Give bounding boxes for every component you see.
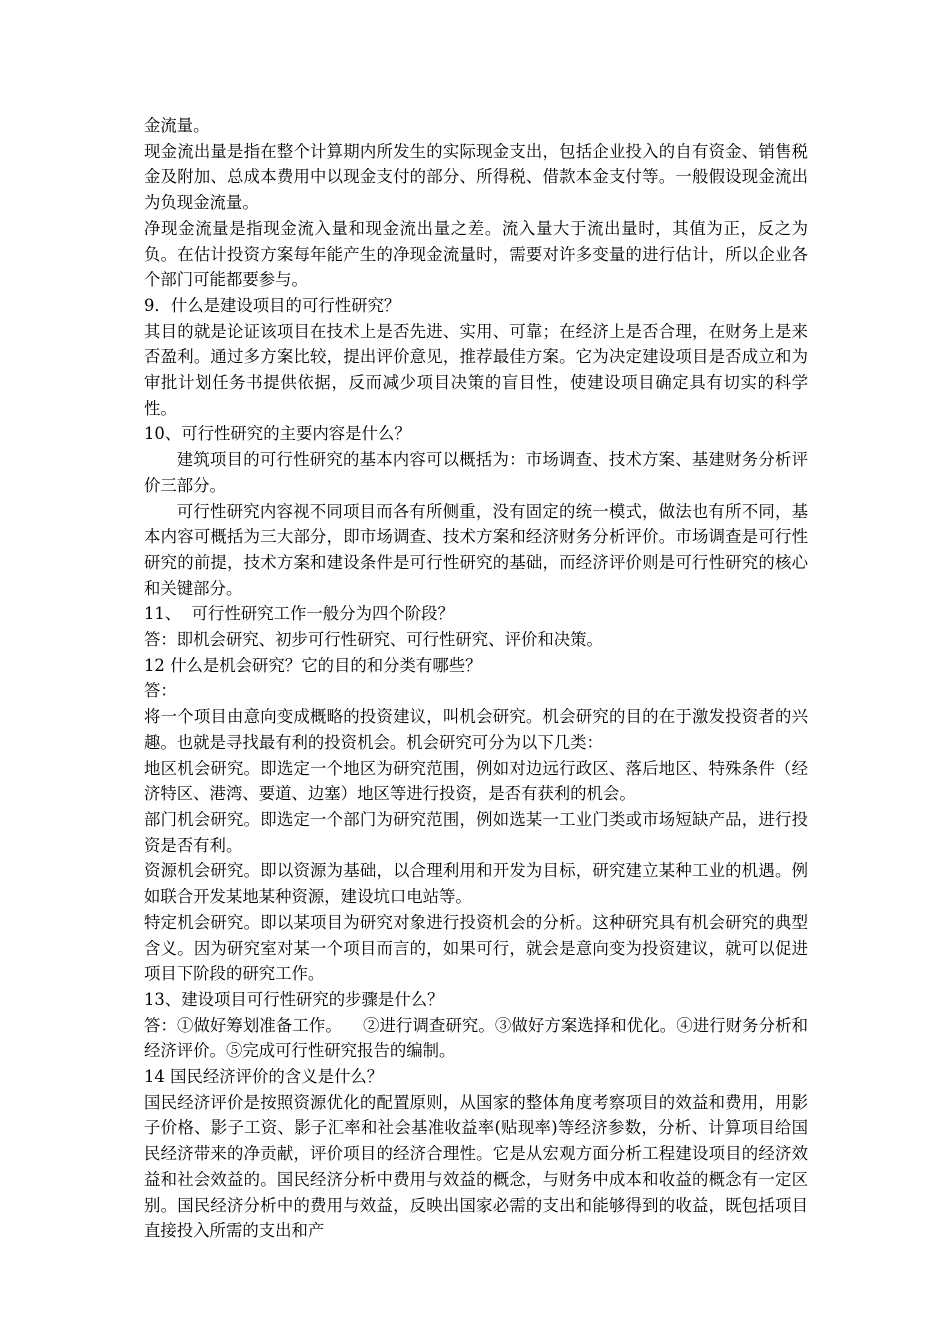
paragraph-cash-outflow: 现金流出量是指在整个计算期内所发生的实际现金支出，包括企业投入的自有资金、销售税金及附加、总成本费用中以现金支付的部分、所得税、借款本金支付等。一般假设现金流出为负现金流量。 (144, 141, 808, 213)
question-11-heading: 11、 可行性研究工作一般分为四个阶段？ (144, 604, 454, 624)
answer-10-part-1: 建筑项目的可行性研究的基本内容可以概括为：市场调查、技术方案、基建财务分析评价三部分。 (144, 450, 808, 495)
answer-10-part-2: 可行性研究内容视不同项目而各有所侧重，没有固定的统一模式，做法也有所不同，基本内容可概括为三大部分，即市场调查、技术方案和经济财务分析评价。市场调查是可行性研究的前提，技术方案和建设条件是可行性研究的基础，而经济评价则是可行性研究的核心和关键部分。 (144, 501, 808, 598)
question-12-heading: 12 什么是机会研究？它的目的和分类有哪些？ (144, 655, 482, 675)
answer-12-sector: 部门机会研究。即选定一个部门为研究范围，例如选某一工业门类或市场短缺产品，进行投资是否有利。 (144, 809, 808, 855)
paragraph-cash-flow-tail: 金流量。 (144, 116, 210, 135)
answer-12-intro: 将一个项目由意向变成概略的投资建议，叫机会研究。机会研究的目的在于激发投资者的兴趣。也就是寻找最有利的投资机会。机会研究可分为以下几类： (144, 707, 808, 752)
question-13-heading: 13、建设项目可行性研究的步骤是什么？ (144, 989, 444, 1009)
answer-12-regional: 地区机会研究。即选定一个地区为研究范围，例如对边远行政区、落后地区、特殊条件（经济特区、港湾、要道、边塞）地区等进行投资，是否有获利的机会。 (144, 758, 808, 804)
answer-12-resource: 资源机会研究。即以资源为基础，以合理利用和开发为目标，研究建立某种工业的机遇。例如联合开发某地某种资源，建设坑口电站等。 (144, 861, 808, 907)
answer-9: 其目的就是论证该项目在技术上是否先进、实用、可靠；在经济上是否合理，在财务上是来否盈利。通过多方案比较，提出评价意见，推荐最佳方案。它为决定建设项目是否成立和为审批计划任务书提供依据，反而减少项目决策的盲目性，使建设项目确定具有切实的科学性。 (144, 321, 808, 418)
question-9-heading: 9．什么是建设项目的可行性研究？ (144, 295, 401, 315)
answer-12-specific: 特定机会研究。即以某项目为研究对象进行投资机会的分析。这种研究具有机会研究的典型含义。因为研究室对某一个项目而言的，如果可行，就会是意向变为投资建议，就可以促进项目下阶段的研究工作。 (144, 912, 808, 984)
question-14-heading: 14 国民经济评价的含义是什么？ (144, 1067, 384, 1087)
answer-14: 国民经济评价是按照资源优化的配置原则，从国家的整体角度考察项目的效益和费用，用影子价格、影子工资、影子汇率和社会基准收益率(贴现率)等经济参数，分析、计算项目给国民经济带来的净贡献，评价项目的经济合理性。它是从宏观方面分析工程建设项目的经济效益和社会效益的。国民经济分析中费用与效益的概念，与财务中成本和收益的概念有一定区别。国民经济分析中的费用与效益，反映出国家必需的支出和能够得到的收益，既包括项目直接投入所需的支出和产 (144, 1092, 808, 1241)
answer-13: 答：①做好筹划准备工作。 ②进行调查研究。③做好方案选择和优化。④进行财务分析和经济评价。⑤完成可行性研究报告的编制。 (144, 1015, 808, 1061)
answer-11: 答：即机会研究、初步可行性研究、可行性研究、评价和决策。 (144, 630, 603, 650)
paragraph-net-cash-flow: 净现金流量是指现金流入量和现金流出量之差。流入量大于流出量时，其值为正，反之为负。在估计投资方案每年能产生的净现金流量时，需要对许多变量的进行估计，所以企业各个部门可能都要参与。 (144, 218, 808, 290)
document-body (144, 113, 808, 1244)
question-10-heading: 10、可行性研究的主要内容是什么？ (144, 424, 411, 444)
answer-12-label: 答： (144, 681, 177, 701)
